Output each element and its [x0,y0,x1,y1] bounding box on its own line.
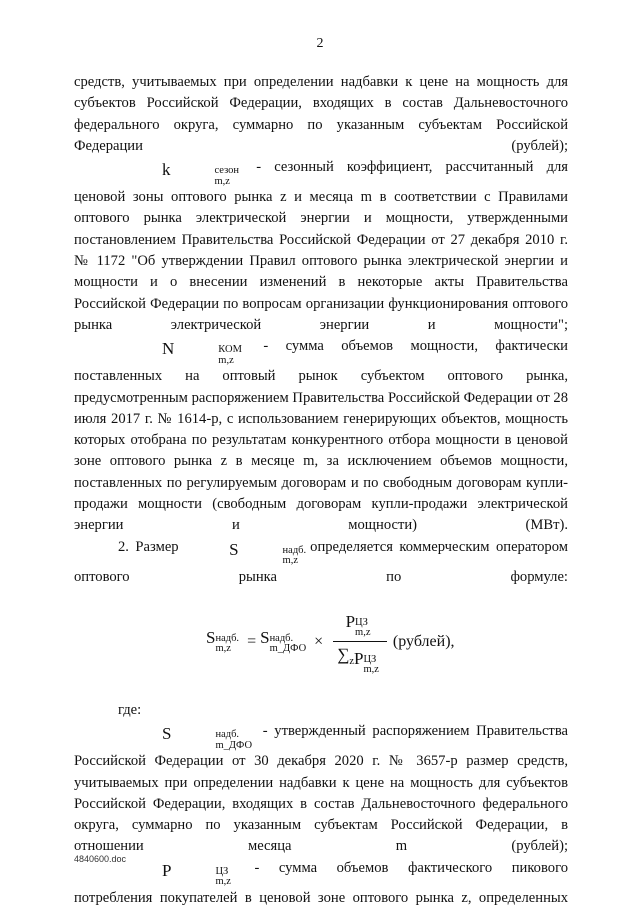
footer-filename: 4840600.doc [74,854,127,864]
formula-unit: (рублей), [392,633,455,651]
page-number: 2 [316,36,324,51]
formula-fraction [333,608,387,676]
symbol-n-kom: N КОМ m,z [162,339,242,366]
paragraph-continuation: средств, учитываемых при определении надбавки к цене на мощность для субъектов Российской Федерации, входящих в состав Дальневосточного федерального округа, суммарно по указанным субъектам Российской Федерации (рублей); [74,74,568,154]
formula-times: × [314,633,324,651]
symbol-s-dfo: S надб. m_ДФО [162,724,253,751]
formula-s-dfo: S надб. m_ДФО [260,627,307,655]
definition-s-dfo: S надб. m_ДФО - утвержденный распоряжением Правительства Российской Федерации от 30 декабря 2020 г. № 3657-р размер средств, учитываемых при определении надбавки к цене на мощность для субъектов Российской Федерации, входящих в состав Дальневосточного федерального округа, суммарно по указанным субъектам Российской Федерации, в отношении месяца m (рублей); [74,723,568,855]
symbol-p-cz: P ЦЗ m,z [162,860,231,888]
formula-sum-index: z [349,655,354,667]
formula-equals: = [247,633,257,651]
where-label: где: [118,701,142,718]
formula-numerator: P ЦЗ m,z [345,611,371,639]
paragraph-item-2: 2. Размер S надб. m,z определяется коммерческим оператором оптового рынка по формуле: [74,538,568,585]
symbol-k-season: k сезон m,z [162,160,240,187]
formula-sum-sign: ∑ [337,644,350,664]
definition-k-season: k сезон m,z - сезонный коэффициент, рассчитанный для ценовой зоны оптового рынка z и месяца m в соответствии с Правилами оптового рынка электрической энергии и мощности, утвержденными постановлением Правительства Российской Федерации от 27 декабря 2010 г. № 1172 "Об утверждении Правил оптового рынка электрической энергии и мощности и о внесении изменений в некоторые акты Правительства Российской Федерации по вопросам организации функционирования оптового рынка электрической энергии и мощности"; [74,159,568,333]
definition-p-cz: P ЦЗ m,z - сумма объемов фактического пикового потребления покупателей в ценовой зоне оптового рынка z, определенных [74,859,568,906]
document-body [74,72,568,909]
formula-block [74,610,568,674]
formula-denominator: P ЦЗ m,z [353,648,379,676]
formula-lhs: S надб. m,z [206,627,240,655]
symbol-s-nadb: S надб. m,z [229,539,307,567]
definition-n-kom: N КОМ m,z - сумма объемов мощности, фактически поставленных на оптовый рынок субъектом оптового рынка, предусмотренным распоряжением Правительства Российской Федерации от 28 июля 2017 г. № 1614-р, с использованием генерирующих объектов, мощность которых отобрана по результатам конкурентного отбора мощности в ценовой зоне оптового рынка z в месяце m, за исключением объемов мощности, поставленных по регулируемым договорам и по свободным договорам купли-продажи мощности (свободным договорам купли-продажи электрической энергии и мощности) (МВт). [74,338,568,534]
